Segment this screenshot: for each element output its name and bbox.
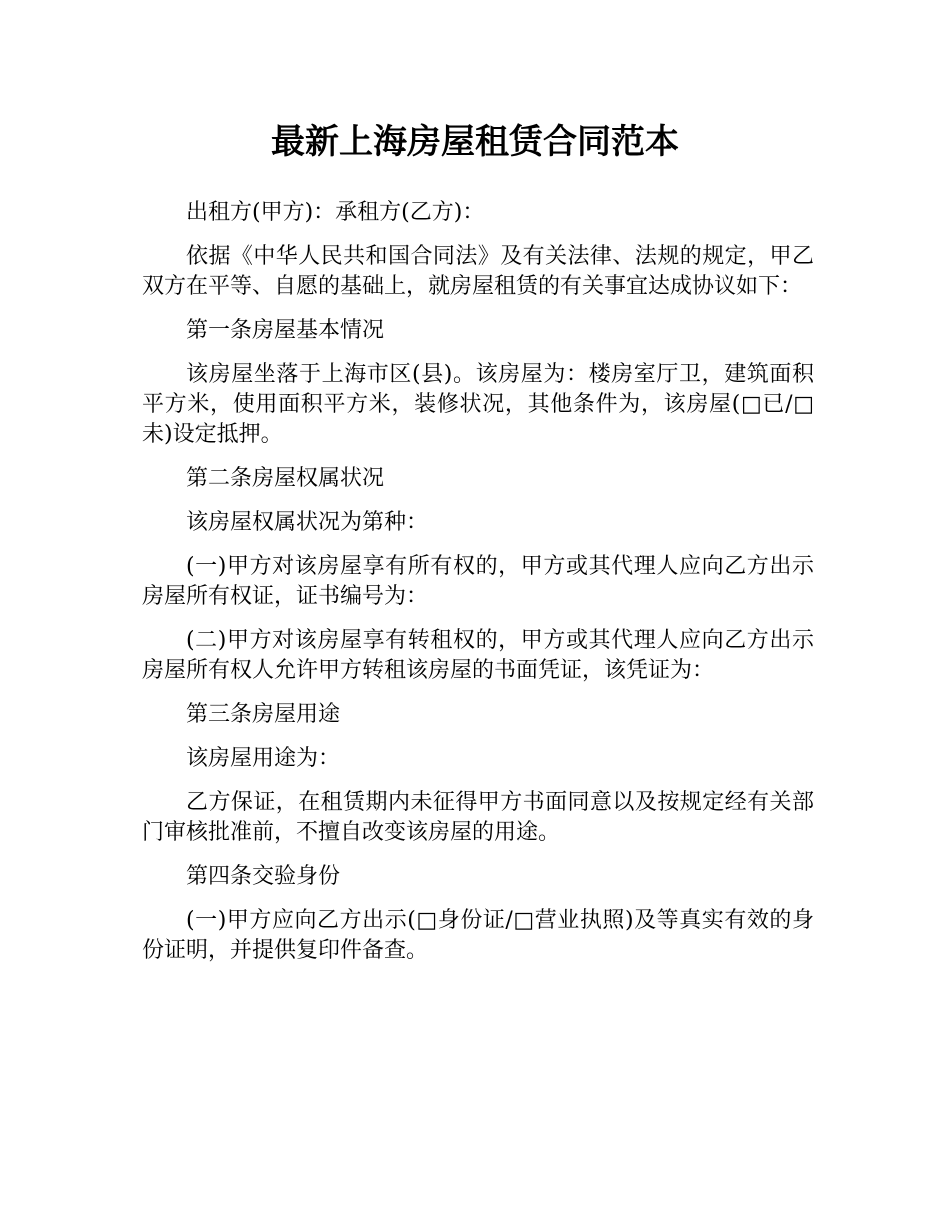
- article-1-content: 该房屋坐落于上海市区(县)。该房屋为：楼房室厅卫，建筑面积平方米，使用面积平方米，装修状况，其他条件为，该房屋(□已/□未)设定抵押。: [142, 362, 814, 447]
- article-3-content: 该房屋用途为：: [186, 746, 341, 771]
- document-body: [142, 198, 814, 980]
- article-2-intro: 该房屋权属状况为第种：: [186, 510, 429, 535]
- article-4-heading: 第四条交验身份: [186, 864, 341, 889]
- article-2-heading: 第二条房屋权属状况: [186, 466, 385, 491]
- article-2-item-1: (一)甲方对该房屋享有所有权的，甲方或其代理人应向乙方出示房屋所有权证，证书编号为：: [142, 554, 814, 609]
- document-title: 最新上海房屋租赁合同范本: [271, 122, 679, 162]
- article-3-heading: 第三条房屋用途: [186, 702, 341, 727]
- article-4-item-1: (一)甲方应向乙方出示(□身份证/□营业执照)及等真实有效的身份证明，并提供复印件备查。: [142, 908, 814, 963]
- paragraph-parties: 出租方(甲方)：承租方(乙方)：: [186, 200, 485, 225]
- paragraph-preamble: 依据《中华人民共和国合同法》及有关法律、法规的规定，甲乙双方在平等、自愿的基础上，就房屋租赁的有关事宜达成协议如下：: [142, 244, 814, 299]
- article-3-guarantee: 乙方保证，在租赁期内未征得甲方书面同意以及按规定经有关部门审核批准前，不擅自改变该房屋的用途。: [142, 790, 814, 845]
- article-1-heading: 第一条房屋基本情况: [186, 318, 385, 343]
- article-2-item-2: (二)甲方对该房屋享有转租权的，甲方或其代理人应向乙方出示房屋所有权人允许甲方转租该房屋的书面凭证，该凭证为：: [142, 628, 814, 683]
